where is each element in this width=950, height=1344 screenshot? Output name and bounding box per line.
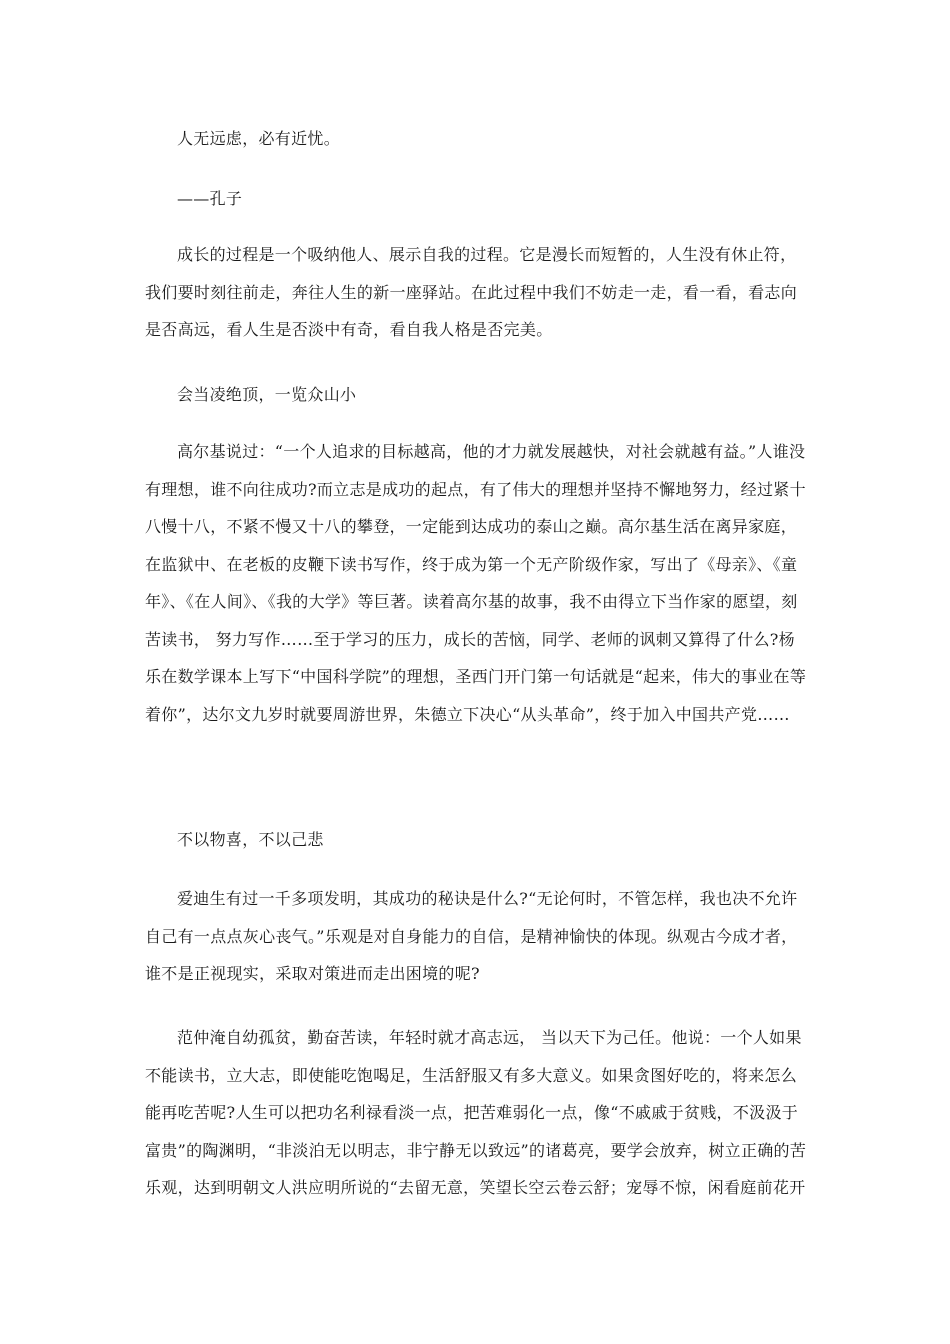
quote-line: 人无远虑，必有近忧。 <box>177 129 341 148</box>
body-paragraph-1: 高尔基说过：“一个人追求的目标越高，他的才力就发展越快，对社会就越有益。”人谁没有理想，谁不向往成功?而立志是成功的起点，有了伟大的理想并坚持不懈地努力，经过紧十八慢十八，不紧不慢又十八的攀登，一定能到达成功的泰山之巅。高尔基生活在离异家庭，在监狱中、在老板的皮鞭下读书写作，终于成为第一个无产阶级作家，写出了《母亲》、《童年》、《在人间》、《我的大学》等巨著。读着高尔基的故事，我不由得立下当作家的愿望，刻苦读书， 努力写作……至于学习的压力，成长的苦恼，同学、老师的讽刺又算得了什么?杨乐在数学课本上写下“中国科学院”的理想，圣西门开门第一句话就是“起来，伟大的事业在等着你”，达尔文九岁时就要周游世界，朱德立下决心“从头革命”，终于加入中国共产党…… <box>145 442 807 724</box>
body-paragraph-2: 爱迪生有过一千多项发明，其成功的秘诀是什么?“无论何时，不管怎样，我也决不允许自己有一点点灰心丧气。”乐观是对自身能力的自信，是精神愉快的体现。纵观古今成才者，谁不是正视现实，采取对策进而走出困境的呢? <box>145 889 798 983</box>
quote-attribution: ——孔子 <box>177 189 243 208</box>
intro-paragraph: 成长的过程是一个吸纳他人、展示自我的过程。它是漫长而短暂的，人生没有休止符，我们要时刻往前走，奔往人生的新一座驿站。在此过程中我们不妨走一走，看一看，看志向是否高远，看人生是否淡中有奇，看自我人格是否完美。 <box>145 245 798 339</box>
body-paragraph-3: 范仲淹自幼孤贫，勤奋苦读，年轻时就才高志远， 当以天下为己任。他说：一个人如果不能读书，立大志，即使能吃饱喝足，生活舒服又有多大意义。如果贪图好吃的，将来怎么能再吃苦呢?人生可以把功名利禄看淡一点，把苦难弱化一点，像“不戚戚于贫贱，不汲汲于富贵”的陶渊明，“非淡泊无以明志，非宁静无以致远”的诸葛亮，要学会放弃，树立正确的苦乐观，达到明朝文人洪应明所说的“去留无意，笑望长空云卷云舒；宠辱不惊，闲看庭前花开 <box>145 1028 807 1197</box>
section-heading-1: 会当凌绝顶，一览众山小 <box>177 385 357 404</box>
section-heading-2: 不以物喜，不以己悲 <box>177 830 324 849</box>
